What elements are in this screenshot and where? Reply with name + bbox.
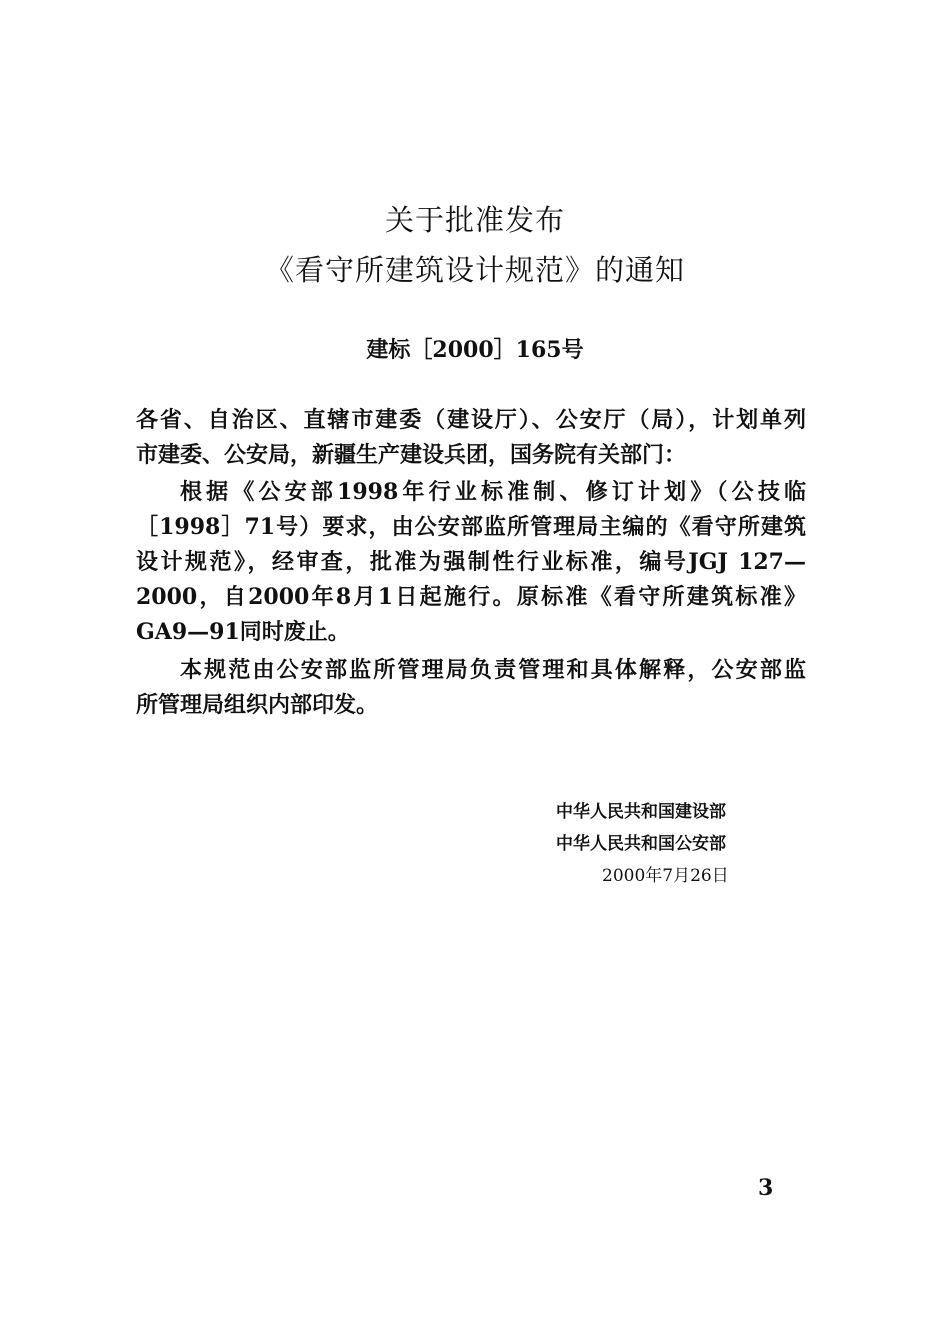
paragraph-line: 各省、自治区、直辖市建委（建设厅）、公安厅（局），计划单列 xyxy=(136,407,806,433)
signatory-ministry-public-security: 中华人民共和国公安部 xyxy=(556,834,726,854)
paragraph-line: ［1998］71号）要求，由公安部监所管理局主编的《看守所建筑 xyxy=(136,514,806,540)
paragraph-line: 本规范由公安部监所管理局负责管理和具体解释，公安部监 xyxy=(180,657,806,683)
paragraph-line: 根据《公安部1998年行业标准制、修订计划》（公技临 xyxy=(180,479,806,505)
paragraph-line: 所管理局组织内部印发。 xyxy=(136,692,379,718)
paragraph-line: 2000，自2000年8月1日起施行。原标准《看守所建筑标准》 xyxy=(136,584,806,610)
signature-block xyxy=(556,796,729,892)
notice-title-line-2: 《看守所建筑设计规范》的通知 xyxy=(264,253,685,287)
document-number: 建标［2000］165号 xyxy=(366,337,584,363)
paragraph-line: GA9—91同时废止。 xyxy=(136,619,350,645)
addressee-paragraph xyxy=(136,403,806,473)
paragraph-line: 市建委、公安局，新疆生产建设兵团，国务院有关部门： xyxy=(136,442,687,468)
paragraph-line: 设计规范》，经审查，批准为强制性行业标准，编号JGJ 127— xyxy=(136,549,806,575)
notice-title-line-1: 关于批准发布 xyxy=(384,203,565,237)
page-number: 3 xyxy=(758,1175,774,1201)
approval-paragraph xyxy=(136,475,806,650)
management-paragraph xyxy=(136,653,806,723)
issue-date: 2000年7月26日 xyxy=(602,866,729,886)
signatory-ministry-construction: 中华人民共和国建设部 xyxy=(556,802,726,822)
